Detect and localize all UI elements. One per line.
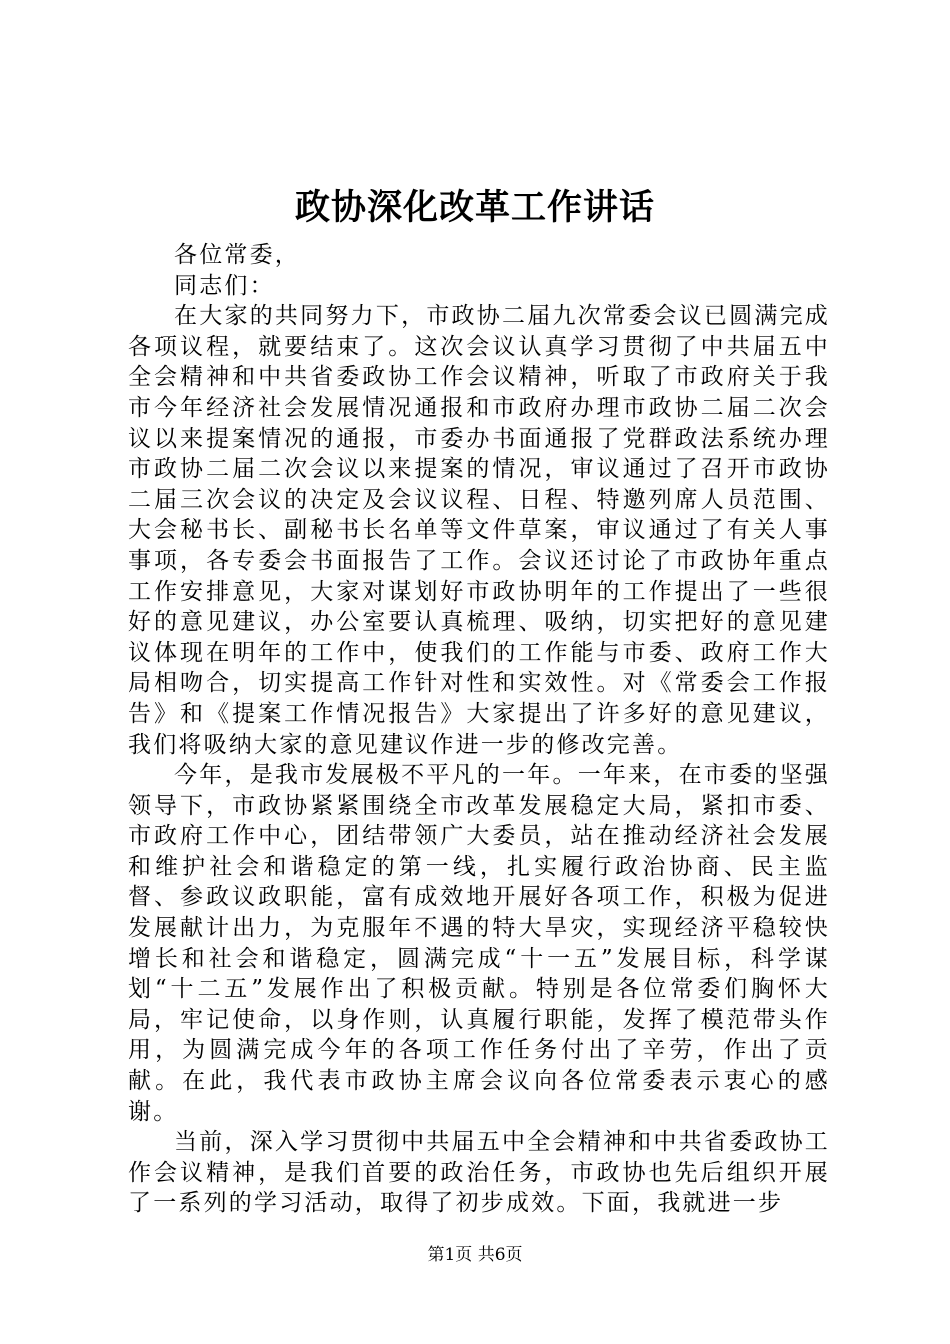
salutation-line: 各位常委， (174, 242, 300, 268)
page-footer: 第1页 共6页 (427, 1245, 523, 1265)
salutation-line: 同志们： (174, 272, 275, 299)
body-paragraph: 当前，深入学习贯彻中共届五中全会精神和中共省委政协工作会议精神，是我们首要的政治任务，市政协也先后组织开展了一系列的学习活动，取得了初步成效。下面，我就进一步 (128, 1129, 830, 1217)
body-paragraph: 今年，是我市发展极不平凡的一年。一年来，在市委的坚强领导下，市政协紧紧围绕全市改革发展稳定大局，紧扣市委、市政府工作中心，团结带领广大委员，站在推动经济社会发展和维护社会和谐稳定的第一线，扎实履行政治协商、民主监督、参政议政职能，富有成效地开展好各项工作，积极为促进发展献计出力，为克服年不遇的特大旱灾，实现经济平稳较快增长和社会和谐稳定，圆满完成“十一五”发展目标，科学谋划“十二五”发展作出了积极贡献。特别是各位常委们胸怀大局，牢记使命，以身作则，认真履行职能，发挥了模范带头作用，为圆满完成今年的各项工作任务付出了辛劳，作出了贡献。在此，我代表市政协主席会议向各位常委表示衷心的感谢。 (128, 762, 830, 1125)
body-paragraph: 在大家的共同努力下，市政协二届九次常委会议已圆满完成各项议程，就要结束了。这次会议认真学习贯彻了中共届五中全会精神和中共省委政协工作会议精神，听取了市政府关于我市今年经济社会发展情况通报和市政府办理市政协二届二次会议以来提案情况的通报，市委办书面通报了党群政法系统办理市政协二届二次会议以来提案的情况，审议通过了召开市政协二届三次会议的决定及会议议程、日程、特邀列席人员范围、大会秘书长、副秘书长名单等文件草案，审议通过了有关人事事项，各专委会书面报告了工作。会议还讨论了市政协年重点工作安排意见，大家对谋划好市政协明年的工作提出了一些很好的意见建议，办公室要认真梳理、吸纳，切实把好的意见建议体现在明年的工作中，使我们的工作能与市委、政府工作大局相吻合，切实提高工作针对性和实效性。对《常委会工作报告》和《提案工作情况报告》大家提出了许多好的意见建议，我们将吸纳大家的意见建议作进一步的修改完善。 (128, 303, 830, 758)
document-body (128, 240, 830, 1219)
document-title: 政协深化改革工作讲话 (294, 187, 655, 228)
